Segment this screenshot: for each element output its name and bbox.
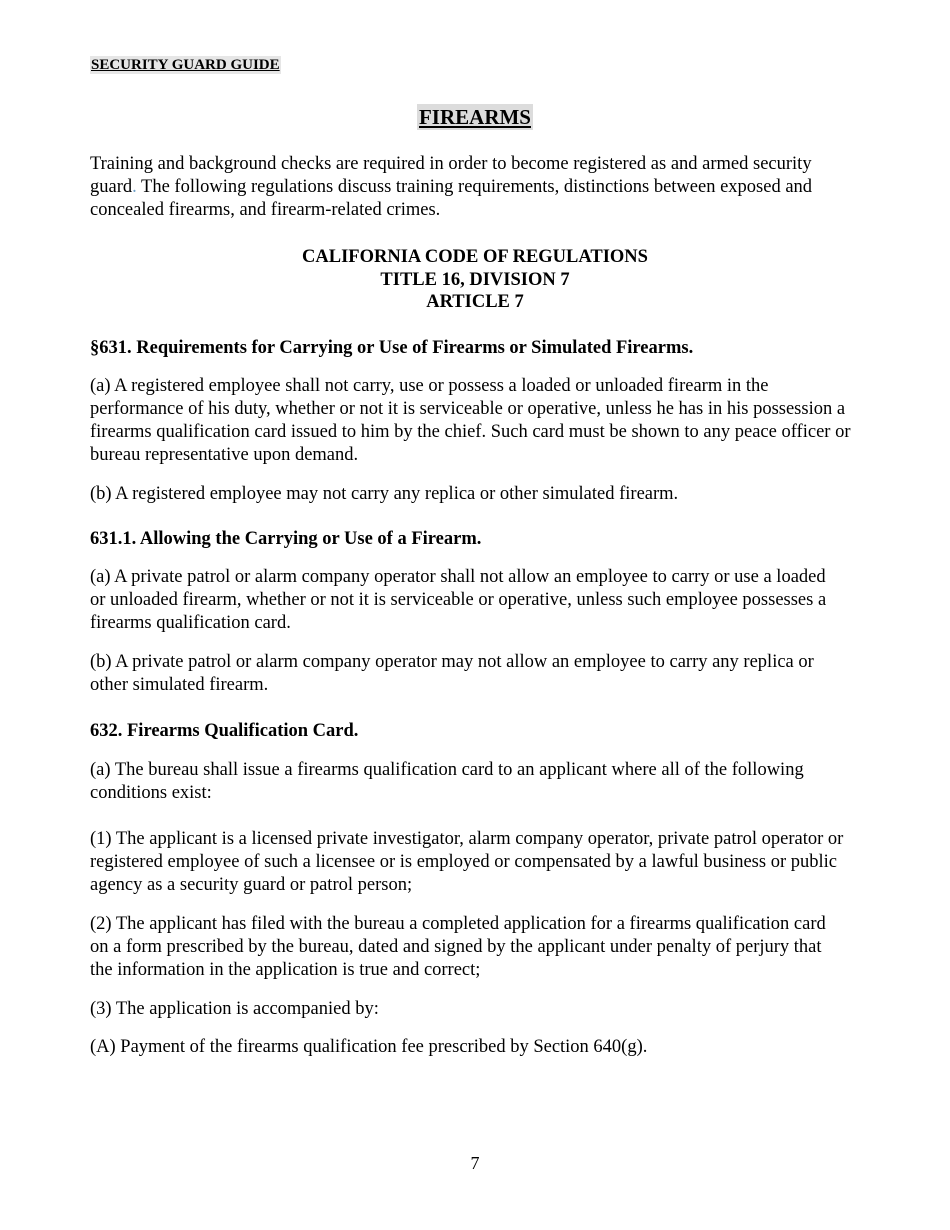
section-632-item-1: (1) The applicant is a licensed private investigator, alarm company operator, private patrol operator or registered employee of such a licensee or is employed or compensated by a lawful business or public agency as a security guard or patrol person; (90, 829, 844, 895)
page-title: FIREARMS (418, 105, 531, 129)
title-container (90, 104, 860, 130)
section-631-b: (b) A registered employee may not carry any replica or other simulated firearm. (90, 484, 679, 504)
code-heading-line2: TITLE 16, DIVISION 7 (380, 269, 570, 290)
section-632-item-2: (2) The applicant has filed with the bureau a completed application for a firearms qualification card on a form prescribed by the bureau, dated and signed by the applicant under penalty of perjury that the information in the application is true and correct; (90, 914, 826, 980)
intro-text-part2: The following regulations discuss training requirements, distinctions between exposed and concealed firearms, and firearm-related crimes. (90, 177, 813, 220)
code-heading-line1: CALIFORNIA CODE OF REGULATIONS (302, 247, 648, 267)
section-631-1-a: (a) A private patrol or alarm company operator shall not allow an employee to carry or use a loaded or unloaded firearm, whether or not it is serviceable or operative, unless such employee possesses a firearms qualification card. (90, 567, 827, 633)
intro-text-part1: Training and background checks are required in order to become registered as and armed security guard (90, 154, 812, 197)
code-heading-line3: ARTICLE 7 (426, 292, 524, 312)
section-631-1-b: (b) A private patrol or alarm company operator may not allow an employee to carry any replica or other simulated firearm. (90, 652, 814, 695)
code-heading (90, 246, 860, 314)
section-631-1-heading: 631.1. Allowing the Carrying or Use of a Firearm. (90, 529, 482, 549)
section-631-a: (a) A registered employee shall not carry, use or possess a loaded or unloaded firearm in the performance of his duty, whether or not it is serviceable or operative, unless he has in his possession a firearms qualification card issued to him by the chief. Such card must be shown to any peace officer or bureau representative upon demand. (90, 376, 851, 465)
section-631-heading: §631. Requirements for Carrying or Use of Firearms or Simulated Firearms. (90, 338, 694, 358)
section-632-item-A: (A) Payment of the firearms qualification fee prescribed by Section 640(g). (90, 1037, 648, 1057)
section-632-heading: 632. Firearms Qualification Card. (90, 721, 359, 741)
section-632-a: (a) The bureau shall issue a firearms qualification card to an applicant where all of the following conditions exist: (90, 760, 804, 803)
intro-dot: . (132, 177, 137, 197)
section-632-item-3: (3) The application is accompanied by: (90, 999, 379, 1019)
running-head: SECURITY GUARD GUIDE (91, 57, 280, 73)
page-number: 7 (470, 1153, 480, 1173)
intro-paragraph (90, 153, 860, 222)
